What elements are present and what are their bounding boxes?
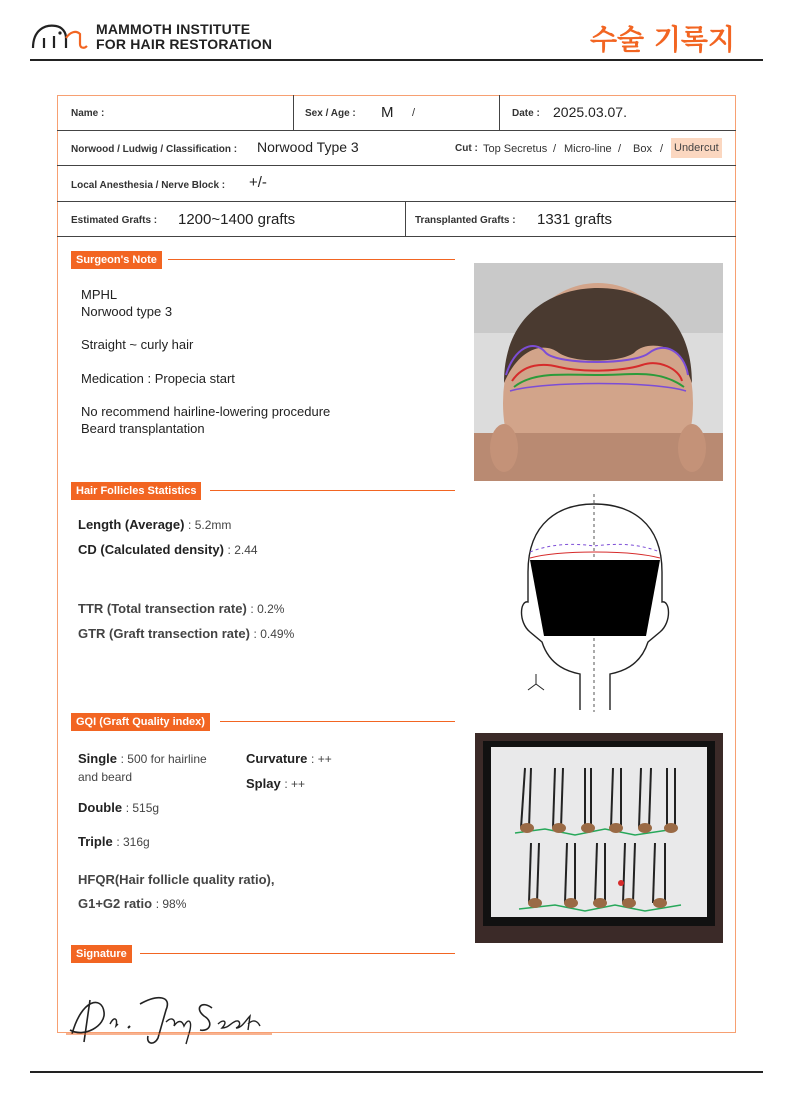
logo-text [96, 22, 272, 52]
cut-option-box[interactable]: Box [633, 143, 652, 155]
divider [499, 95, 500, 130]
gtr-stat [78, 626, 294, 641]
ttr-stat [78, 601, 284, 616]
note-line: Norwood type 3 [81, 304, 173, 319]
note-line: Medication : Propecia start [81, 371, 235, 386]
ttr-label: TTR (Total transection rate) [78, 601, 247, 616]
splay-value: : ++ [284, 777, 305, 791]
single-label: Single [78, 751, 118, 766]
note-line: No recommend hairline-lowering procedure [81, 404, 331, 419]
section-line [168, 259, 455, 260]
graft-photo [475, 733, 723, 943]
double-value: : 515g [125, 801, 160, 815]
note-line: Straight ~ curly hair [81, 337, 194, 352]
curvature-stat [246, 751, 332, 766]
single-stat [78, 750, 207, 786]
anesthesia-value[interactable]: +/- [249, 174, 267, 191]
divider [293, 95, 294, 130]
row-grafts [57, 202, 736, 237]
cut-sep: / [553, 143, 557, 155]
cut-sep: / [618, 143, 622, 155]
splay-label: Splay [246, 776, 281, 791]
estimated-grafts-label: Estimated Grafts : [71, 215, 158, 226]
row-identity [57, 95, 736, 131]
splay-stat [246, 776, 305, 791]
cut-option-top-secretus[interactable]: Top Secretus [483, 143, 548, 155]
ttr-value: : 0.2% [250, 602, 285, 616]
classification-value[interactable]: Norwood Type 3 [257, 139, 359, 155]
curvature-label: Curvature [246, 751, 308, 766]
g1g2-value: : 98% [155, 897, 187, 911]
curvature-value: : ++ [311, 752, 332, 766]
estimated-grafts-value[interactable]: 1200~1400 grafts [178, 211, 296, 228]
sex-age-label: Sex / Age : [305, 108, 356, 119]
head-diagram [500, 492, 690, 714]
triple-value: : 316g [116, 835, 150, 849]
anesthesia-label: Local Anesthesia / Nerve Block : [71, 180, 226, 191]
sex-value[interactable]: M [381, 104, 394, 121]
cut-label: Cut : [455, 143, 478, 154]
hfqr-label: HFQR(Hair follicle quality ratio), [78, 872, 275, 887]
single-value: : 500 for hairline [120, 752, 207, 766]
gtr-label: GTR (Graft transection rate) [78, 626, 250, 641]
page-title: 수술 기록지 [590, 23, 735, 56]
divider [405, 202, 406, 236]
age-separator: / [412, 107, 416, 119]
cut-option-undercut-selected[interactable]: Undercut [671, 138, 722, 158]
signature-image [62, 990, 277, 1048]
signature-tag: Signature [71, 945, 132, 963]
gtr-value: : 0.49% [253, 627, 295, 641]
triple-label: Triple [78, 834, 113, 849]
row-anesthesia [57, 166, 736, 202]
transplanted-grafts-value[interactable]: 1331 grafts [537, 211, 613, 228]
logo-line-1: MAMMOTH INSTITUTE [96, 21, 251, 37]
logo [30, 18, 92, 52]
mammoth-logo-icon [30, 18, 92, 52]
date-label: Date : [512, 108, 540, 119]
note-line: MPHL [81, 287, 118, 302]
transplanted-grafts-label: Transplanted Grafts : [415, 215, 516, 226]
scalp-photo [474, 263, 723, 481]
single-value-cont: and beard [78, 770, 133, 784]
cd-value: : 2.44 [227, 543, 258, 557]
section-line [210, 490, 455, 491]
bottom-rule [30, 1071, 763, 1073]
gqi-tag: GQI (Graft Quality index) [71, 713, 210, 731]
row-classification [57, 131, 736, 166]
triple-stat [78, 834, 150, 849]
length-stat [78, 517, 231, 532]
note-line: Beard transplantation [81, 421, 205, 436]
double-label: Double [78, 800, 123, 815]
length-label: Length (Average) [78, 517, 185, 532]
cd-label: CD (Calculated density) [78, 542, 224, 557]
classification-label: Norwood / Ludwig / Classification : [71, 144, 238, 155]
top-rule [30, 59, 763, 61]
stats-tag: Hair Follicles Statistics [71, 482, 201, 500]
logo-line-2: FOR HAIR RESTORATION [96, 36, 273, 52]
name-label: Name : [71, 108, 105, 119]
double-stat [78, 800, 159, 815]
cut-sep: / [660, 143, 664, 155]
g1g2-label: G1+G2 ratio [78, 896, 153, 911]
surgeon-note-tag: Surgeon's Note [71, 251, 162, 269]
section-line [140, 953, 455, 954]
section-line [220, 721, 455, 722]
hfqr-stat [78, 872, 274, 887]
cut-option-micro-line[interactable]: Micro-line [564, 143, 612, 155]
g1g2-stat [78, 896, 186, 911]
length-value: : 5.2mm [188, 518, 232, 532]
cd-stat [78, 542, 258, 557]
date-value[interactable]: 2025.03.07. [553, 104, 627, 120]
